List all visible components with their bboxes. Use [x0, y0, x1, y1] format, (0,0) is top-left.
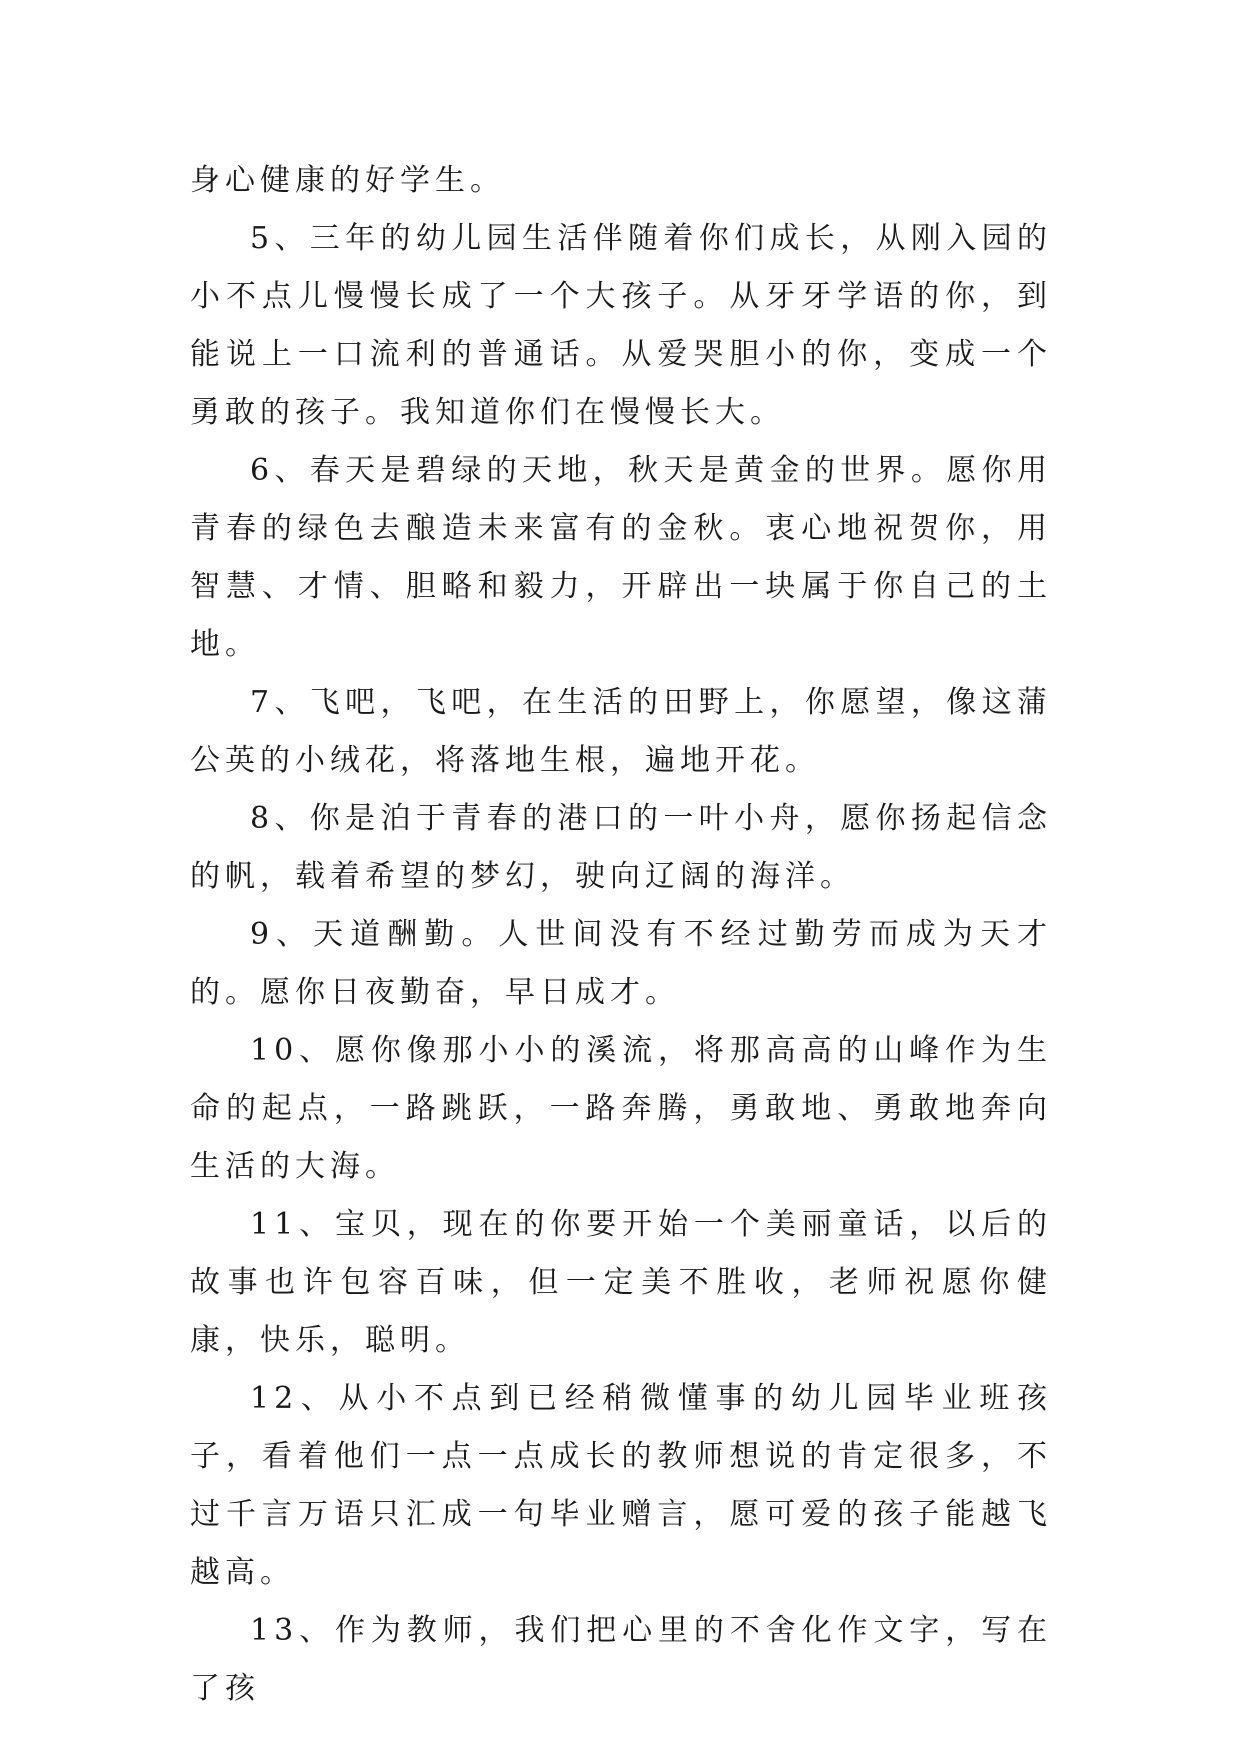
document-body: [190, 152, 1052, 1718]
paragraph-item-5: 5、三年的幼儿园生活伴随着你们成长，从刚入园的小不点儿慢慢长成了一个大孩子。从牙牙学语的你，到能说上一口流利的普通话。从爱哭胆小的你，变成一个勇敢的孩子。我知道你们在慢慢长大。: [190, 221, 1052, 430]
paragraph-item-12: 12、从小不点到已经稍微懂事的幼儿园毕业班孩子，看着他们一点一点成长的教师想说的肯定很多，不过千言万语只汇成一句毕业赠言，愿可爱的孩子能越飞越高。: [190, 1381, 1052, 1590]
paragraph-item-11: 11、宝贝，现在的你要开始一个美丽童话，以后的故事也许包容百味，但一定美不胜收，老师祝愿你健康，快乐，聪明。: [190, 1207, 1052, 1358]
paragraph-item-8: 8、你是泊于青春的港口的一叶小舟，愿你扬起信念的帆，载着希望的梦幻，驶向辽阔的海洋。: [190, 801, 1052, 894]
paragraph-item-9: 9、天道酬勤。人世间没有不经过勤劳而成为天才的。愿你日夜勤奋，早日成才。: [190, 917, 1052, 1010]
paragraph-item-6: 6、春天是碧绿的天地，秋天是黄金的世界。愿你用青春的绿色去酿造未来富有的金秋。衷心地祝贺你，用智慧、才情、胆略和毅力，开辟出一块属于你自己的土地。: [190, 453, 1052, 662]
paragraph-item-7: 7、飞吧，飞吧，在生活的田野上，你愿望，像这蒲公英的小绒花，将落地生根，遍地开花。: [190, 685, 1052, 778]
paragraph-item-10: 10、愿你像那小小的溪流，将那高高的山峰作为生命的起点，一路跳跃，一路奔腾，勇敢地、勇敢地奔向生活的大海。: [190, 1033, 1052, 1184]
paragraph-continuation: 身心健康的好学生。: [190, 163, 505, 198]
paragraph-item-13: 13、作为教师，我们把心里的不舍化作文字，写在了孩: [190, 1613, 1052, 1706]
